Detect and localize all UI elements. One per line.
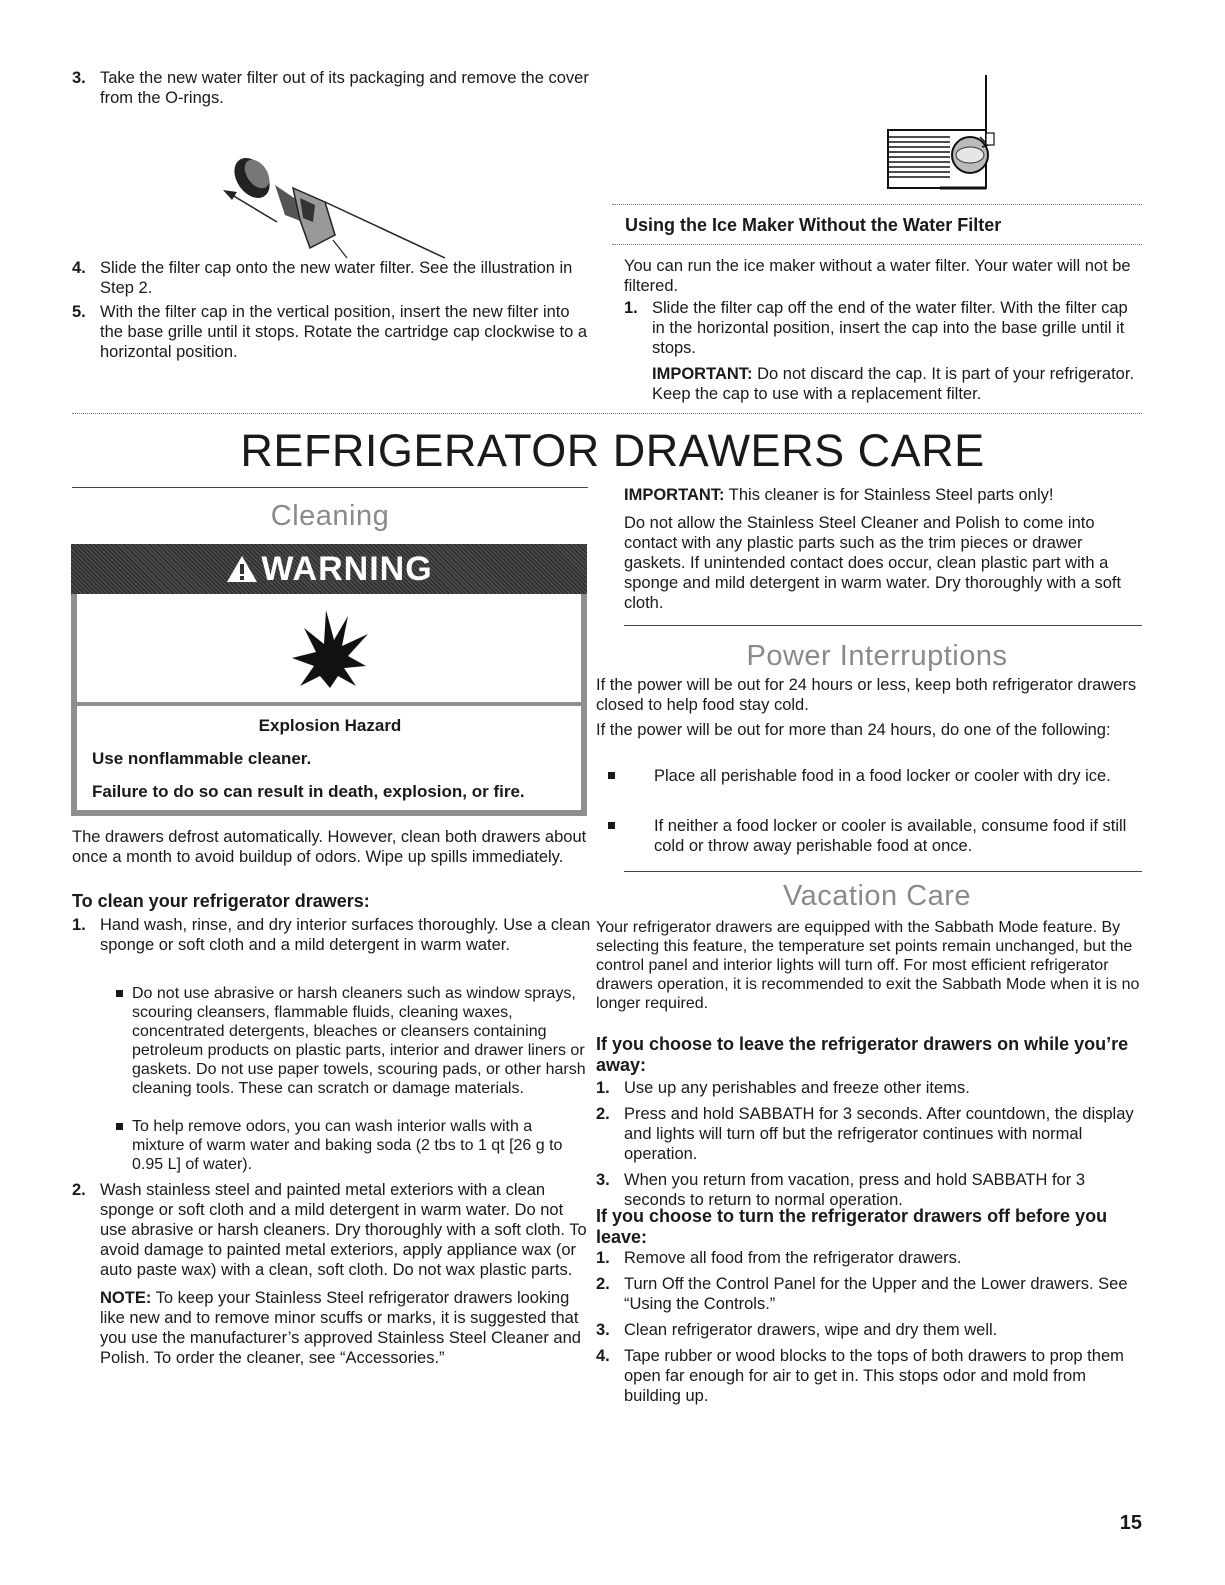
step-number: 1. [72, 916, 86, 934]
step-number: 3. [72, 69, 86, 87]
ice-maker-heading: Using the Ice Maker Without the Water Filter [625, 215, 1002, 235]
step-number: 5. [72, 303, 86, 321]
step-number: 1. [624, 299, 638, 317]
cleaner-important: IMPORTANT: This cleaner is for Stainless Steel parts only! [624, 486, 1054, 504]
vacation-off-subhead: If you choose to turn the refrigerator drawers off before you leave: [596, 1206, 1108, 1247]
step-number: 4. [72, 259, 86, 277]
warning-divider [71, 702, 587, 706]
power-bullet-2: If neither a food locker or cooler is available, consume food if still cold or throw away perishable food at once. [596, 816, 1144, 856]
cleaning-note: NOTE: To keep your Stainless Steel refrigerator drawers looking like new and to remove minor scuffs or marks, it is suggested that you use the manufacturer’s approved Stainless Steel Cleaner and Polish. To order the cleaner, see “Accessories.” [100, 1289, 581, 1367]
vacation-on-subhead: If you choose to leave the refrigerator drawers on while you’re away: [596, 1034, 1129, 1075]
vacation-intro: Your refrigerator drawers are equipped with the Sabbath Mode feature. By selecting this feature, the temperature set points remain unchanged, but the control panel and interior lights will turn off. For most efficient refrigerator drawers operation, it is recommended to exit the Sabbath Mode when it is no longer required. [596, 919, 1140, 1012]
step-3: 3. Take the new water filter out of its packaging and remove the cover from the O-rings. [72, 69, 589, 107]
vacation-on-steps: 1. Use up any perishables and freeze other items. 2. Press and hold SABBATH for 3 seconds. After countdown, the display and lights will turn off but the refrigerator continues with normal operation. 3. When you return from vacation, press and hold SABBATH for 3 seconds to return to normal operation. [596, 1079, 1134, 1209]
vacation-title: Vacation Care [782, 880, 972, 912]
ice-maker-intro: You can run the ice maker without a water filter. Your water will not be filtered. [624, 257, 1131, 295]
cleaning-bullet-1: Do not use abrasive or harsh cleaners such as window sprays, scouring cleansers, flammable fluids, cleaning waxes, concentrated detergents, bleaches or cleansers containing petroleum products on plastic parts, interior and drawer liners or gaskets. Do not use paper towels, scouring pads, or other harsh cleaning tools. These can scratch or damage materials. [72, 984, 587, 1098]
cleaning-step-2: 2. Wash stainless steel and painted metal exteriors with a clean sponge or soft cloth and a mild detergent in warm water. Do not use abrasive or harsh cleaners. Dry thoroughly with a soft cloth. To avoid damage to painted metal exteriors, apply appliance wax (or auto paste wax) with a clean, soft cloth. Do not wax plastic parts. NOTE: To keep your Stainless Steel refrigerator drawers looking like new and to remove minor scuffs or marks, it is suggested that you use the manufacturer’s approved Stainless Steel Cleaner and Polish. To order the cleaner, see “Accessories.” [72, 1180, 592, 1368]
warning-line-2: Failure to do so can result in death, explosion, or fire. [92, 782, 525, 801]
cleaner-contact-warning: Do not allow the Stainless Steel Cleaner and Polish to come into contact with any plastic parts such as the trim pieces or drawer gaskets. If unintended contact does occur, clean plastic part with a sponge and mild detergent in warm water. Dry thoroughly with a soft cloth. [624, 514, 1122, 612]
base-grille-illustration [880, 75, 995, 195]
ice-maker-important: IMPORTANT: Do not discard the cap. It is part of your refrigerator. Keep the cap to use with a replacement filter. [652, 365, 1135, 403]
warning-line-1: Use nonflammable cleaner. [92, 749, 312, 768]
ice-maker-step-1: 1. Slide the filter cap off the end of the water filter. With the filter cap in the horizontal position, insert the cap into the base grille until it stops. IMPORTANT: Do not discard the cap. It is part of your refrigerator. Keep the cap to use with a replacement filter. [624, 298, 1144, 404]
cleaning-intro: The drawers defrost automatically. However, clean both drawers about once a month to avoid buildup of odors. Wipe up spills immediately. [72, 828, 587, 866]
divider [612, 204, 1142, 205]
divider [72, 487, 588, 488]
cleaning-bullet-2: To help remove odors, you can wash interior walls with a mixture of warm water and baking soda (2 tbs to 1 qt [26 g to 0.95 L] of water). [72, 1117, 587, 1174]
divider [72, 413, 1142, 414]
page-number: 15 [1119, 1512, 1142, 1534]
warning-triangle-icon [225, 554, 259, 584]
filter-cover-removal-illustration [215, 140, 465, 260]
power-title: Power Interruptions [746, 640, 1008, 672]
divider [624, 871, 1142, 872]
power-p2: If the power will be out for more than 24 hours, do one of the following: [596, 721, 1111, 739]
divider [624, 625, 1142, 626]
warning-label: WARNING [261, 549, 433, 588]
explosion-icon [290, 606, 370, 692]
step-5: 5. With the filter cap in the vertical position, insert the new filter into the base grille until it stops. Rotate the cartridge cap clockwise to a horizontal position. [72, 303, 587, 361]
step-number: 2. [72, 1181, 86, 1199]
vacation-off-steps: 1. Remove all food from the refrigerator drawers. 2. Turn Off the Control Panel for the Upper and the Lower drawers. See “Using the Controls.” 3. Clean refrigerator drawers, wipe and dry them well. 4. Tape rubber or wood blocks to the tops of both drawers to prop them open far enough for air to get in. This stops odor and mold from building up. [596, 1249, 1128, 1405]
divider [612, 244, 1142, 245]
cleaning-step-1: 1. Hand wash, rinse, and dry interior surfaces thoroughly. Use a clean sponge or soft cloth and a mild detergent in warm water. [72, 916, 591, 954]
cleaning-title: Cleaning [270, 500, 390, 532]
cleaning-subhead: To clean your refrigerator drawers: [72, 891, 370, 911]
step-4: 4. Slide the filter cap onto the new water filter. See the illustration in Step 2. [72, 259, 573, 297]
page-title: REFRIGERATOR DRAWERS CARE [240, 425, 985, 476]
power-p1: If the power will be out for 24 hours or less, keep both refrigerator drawers closed to help food stay cold. [596, 676, 1137, 714]
power-bullet-1: Place all perishable food in a food locker or cooler with dry ice. [596, 766, 1144, 786]
hazard-title: Explosion Hazard [258, 716, 402, 735]
warning-header [71, 544, 587, 594]
